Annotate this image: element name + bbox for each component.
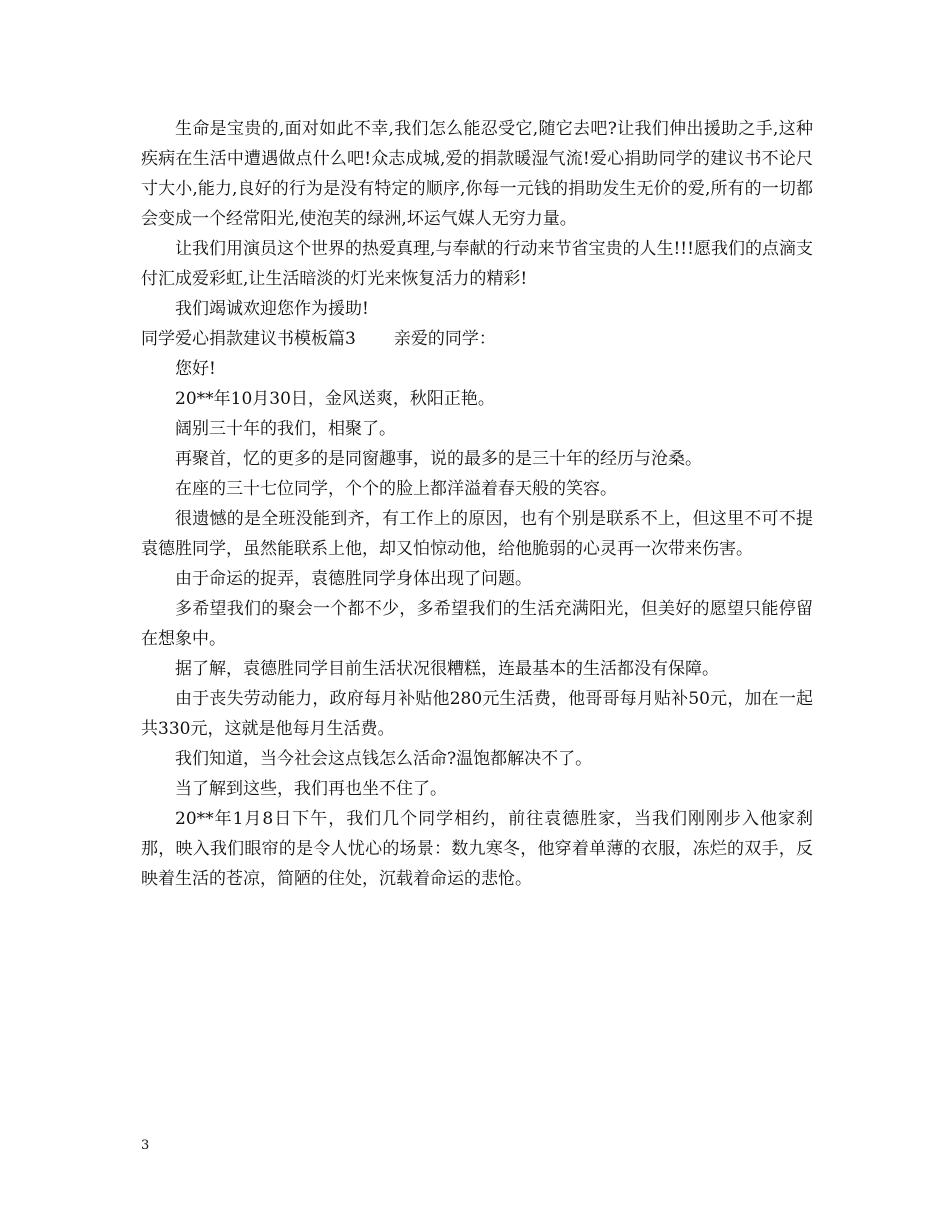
section-heading-line xyxy=(141,324,813,354)
paragraph: 让我们用演员这个世界的热爱真理,与奉献的行动来节省宝贵的人生!!!愿我们的点滴支付汇成爱彩虹,让生活暗淡的灯光来恢复活力的精彩! xyxy=(141,239,813,289)
paragraph: 当了解到这些，我们再也坐不住了。 xyxy=(175,779,447,799)
salutation: 亲爱的同学： xyxy=(393,329,496,349)
document-body xyxy=(141,114,813,894)
paragraph: 20**年10月30日，金风送爽，秋阳正艳。 xyxy=(175,389,495,409)
paragraph: 由于命运的捉弄，袁德胜同学身体出现了问题。 xyxy=(175,569,532,589)
paragraph: 我们知道，当今社会这点钱怎么活命?温饱都解决不了。 xyxy=(175,749,593,769)
paragraph: 20**年1月8日下午，我们几个同学相约，前往袁德胜家，当我们刚刚步入他家刹那，映入我们眼帘的是令人忧心的场景：数九寒冬，他穿着单薄的衣服，冻烂的双手，反映着生活的苍凉，简陋的住处，沉载着命运的悲怆。 xyxy=(141,809,813,889)
paragraph: 阔别三十年的我们，相聚了。 xyxy=(175,419,396,439)
paragraph: 多希望我们的聚会一个都不少，多希望我们的生活充满阳光，但美好的愿望只能停留在想象中。 xyxy=(141,599,813,649)
paragraph: 由于丧失劳动能力，政府每月补贴他280元生活费，他哥哥每月贴补50元，加在一起共330元，这就是他每月生活费。 xyxy=(141,689,813,739)
paragraph: 生命是宝贵的,面对如此不幸,我们怎么能忍受它,随它去吧?让我们伸出援助之手,这种疾病在生活中遭遇做点什么吧!众志成城,爱的捐款暖湿气流!爱心捐助同学的建议书不论尺寸大小,能力,良好的行为是没有特定的顺序,你每一元钱的捐助发生无价的爱,所有的一切都会变成一个经常阳光,使泡芙的绿洲,坏运气媒人无穷力量。 xyxy=(141,119,813,229)
page-number: 3 xyxy=(141,1138,150,1153)
section-title: 同学爱心捐款建议书模板篇3 xyxy=(141,329,356,349)
paragraph: 我们竭诚欢迎您作为援助! xyxy=(175,299,369,319)
paragraph: 很遗憾的是全班没能到齐，有工作上的原因，也有个别是联系不上，但这里不可不提袁德胜同学，虽然能联系上他，却又怕惊动他，给他脆弱的心灵再一次带来伤害。 xyxy=(141,509,813,559)
paragraph: 据了解，袁德胜同学目前生活状况很糟糕，连最基本的生活都没有保障。 xyxy=(175,659,719,679)
paragraph: 在座的三十七位同学，个个的脸上都洋溢着春天般的笑容。 xyxy=(175,479,617,499)
paragraph: 再聚首，忆的更多的是同窗趣事，说的最多的是三十年的经历与沧桑。 xyxy=(175,449,702,469)
paragraph: 您好! xyxy=(175,359,216,379)
